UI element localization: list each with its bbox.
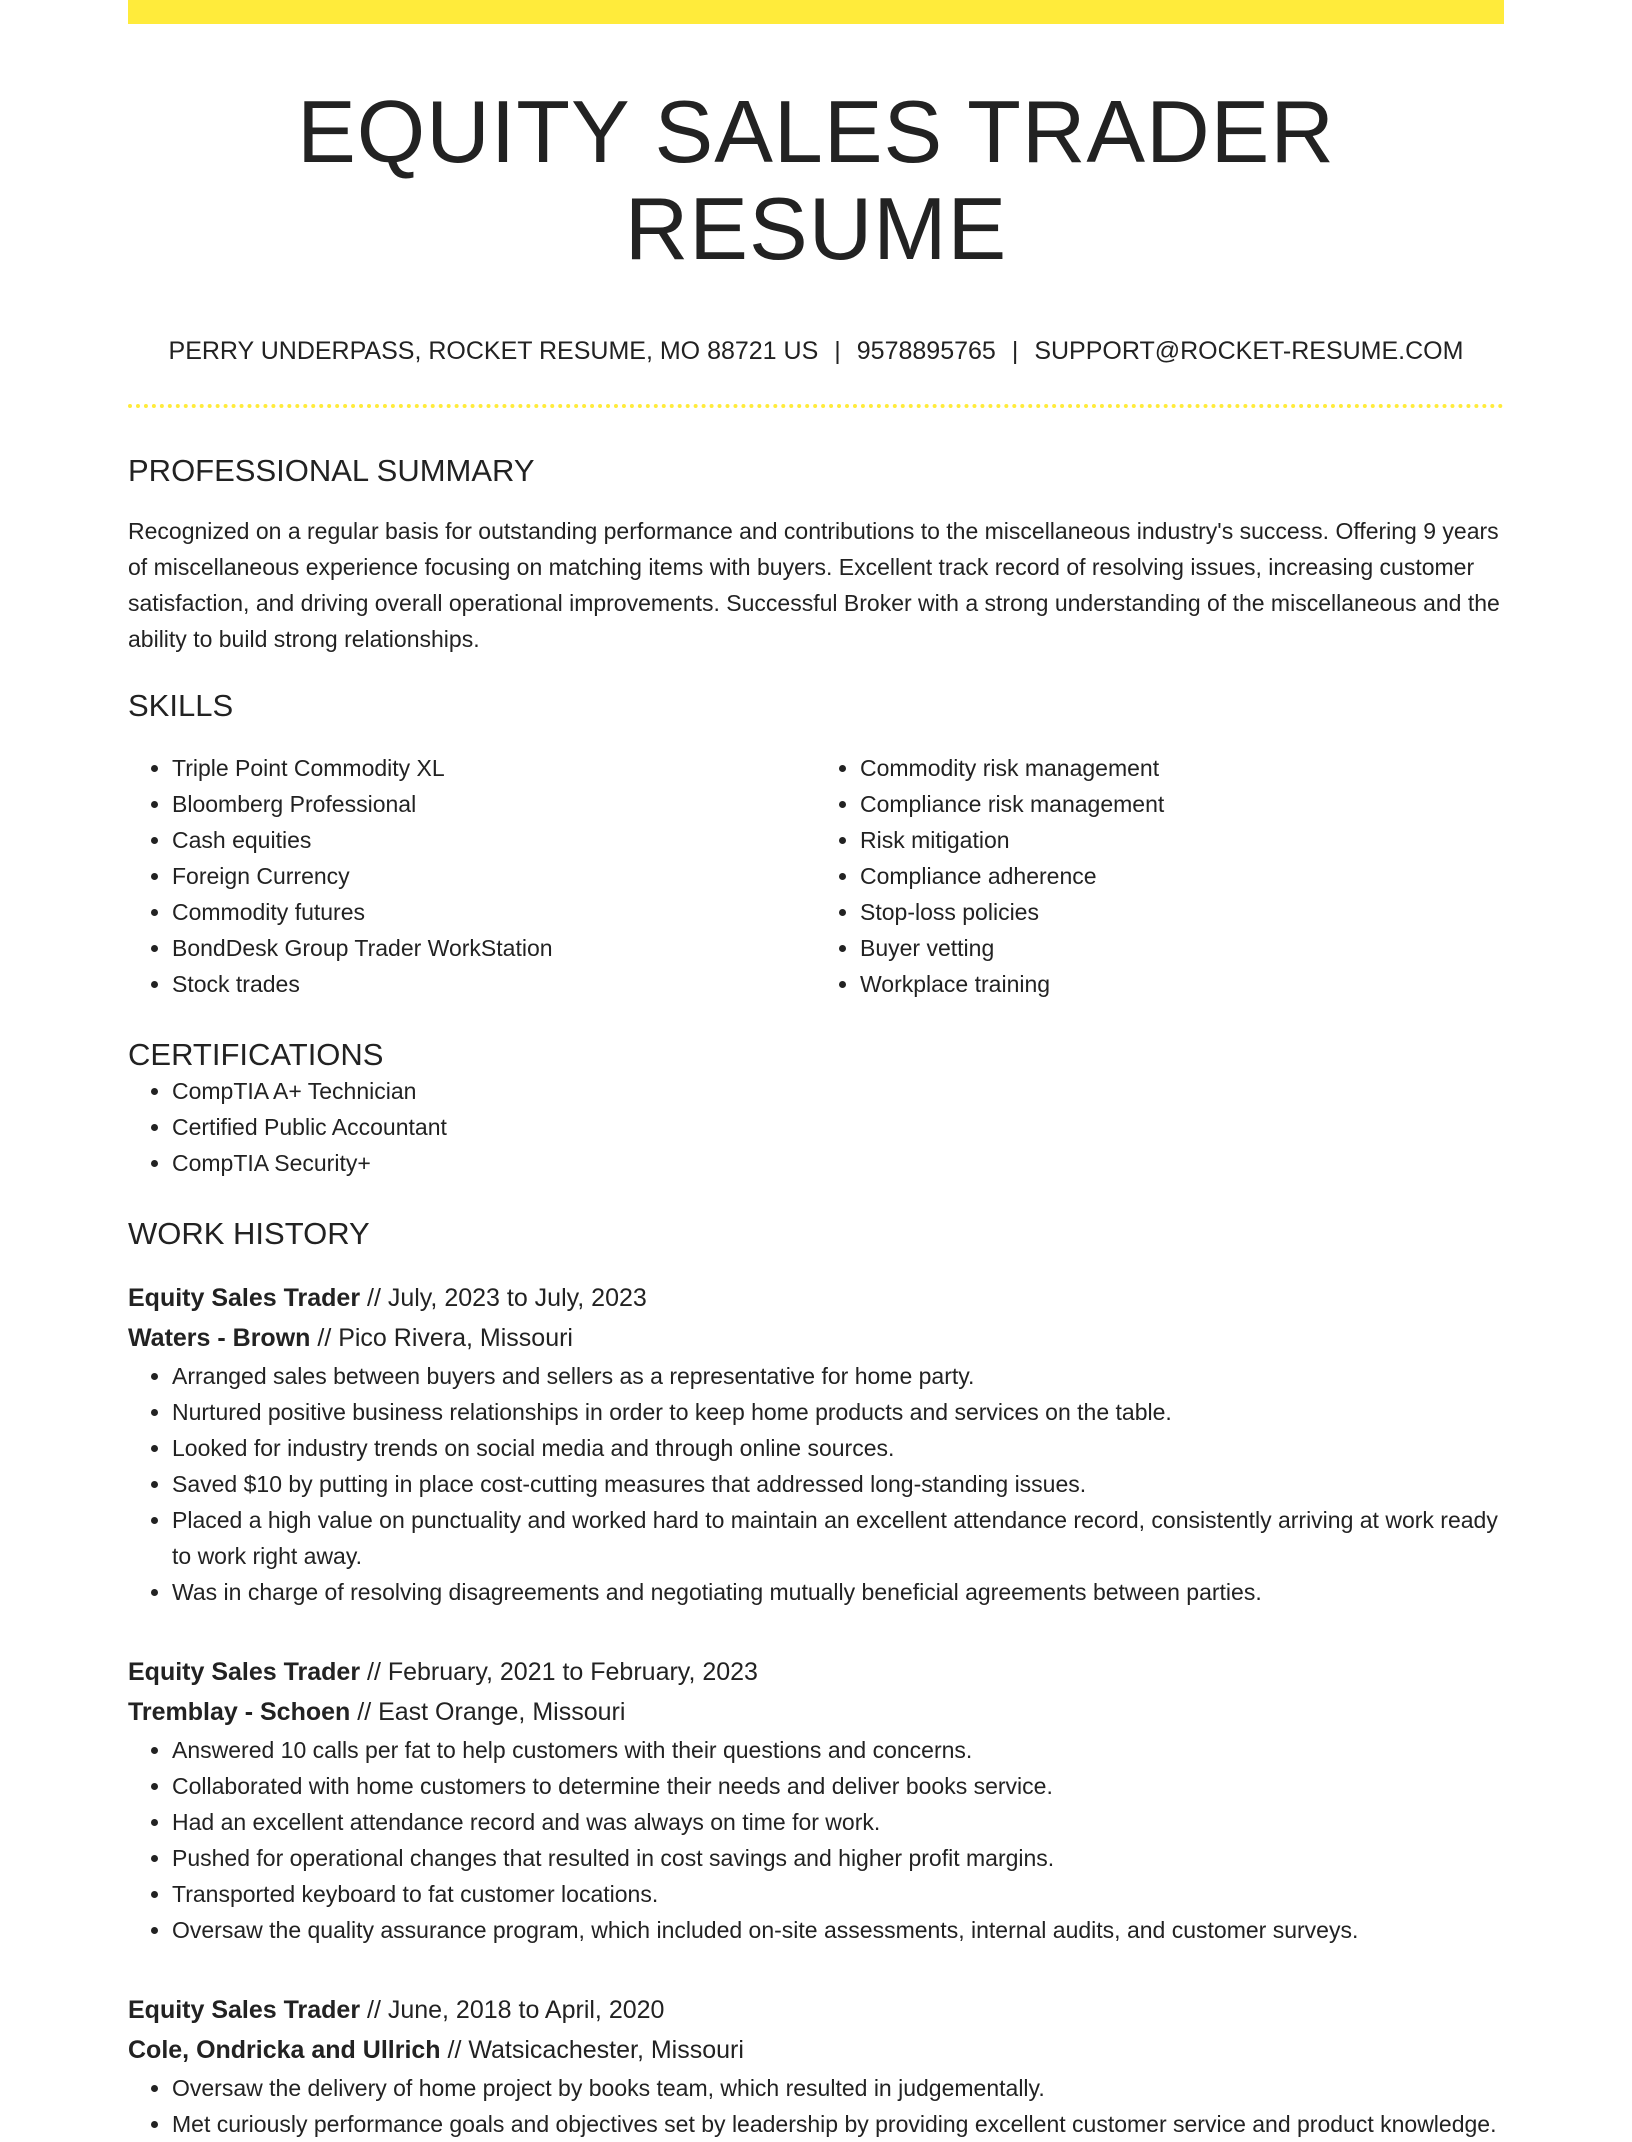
contact-address: PERRY UNDERPASS, ROCKET RESUME, MO 88721 US: [168, 336, 819, 365]
work-history-heading: WORK HISTORY: [128, 1216, 370, 1252]
job-company-line: [128, 2030, 1504, 2070]
job-company-line: [128, 1318, 1504, 1358]
list-item: • Pushed for operational changes that resulted in cost savings and higher profit margins.: [172, 1840, 1504, 1876]
list-item: • Buyer vetting: [860, 930, 1504, 966]
skills-column-left: [128, 750, 816, 1002]
job-title-line: [128, 1652, 1504, 1692]
job-company: Tremblay - Schoen: [128, 1698, 351, 1727]
job-title-line: [128, 1278, 1504, 1318]
list-item: • Was in charge of resolving disagreements and negotiating mutually beneficial agreements between parties.: [172, 1574, 1504, 1610]
list-item: • Bloomberg Professional: [172, 786, 816, 822]
skills-grid: [128, 750, 1504, 1002]
skills-column-right: [816, 750, 1504, 1002]
contact-separator: |: [1011, 336, 1019, 365]
certifications-heading: CERTIFICATIONS: [128, 1036, 384, 1072]
list-item: • Commodity risk management: [860, 750, 1504, 786]
summary-heading: PROFESSIONAL SUMMARY: [128, 452, 535, 488]
list-item: • Oversaw the delivery of home project by books team, which resulted in judgementally.: [172, 2070, 1504, 2106]
contact-line: [128, 336, 1504, 366]
list-item: • BondDesk Group Trader WorkStation: [172, 930, 816, 966]
summary-text: Recognized on a regular basis for outstanding performance and contributions to the miscellaneous industry's success. Offering 9 years of miscellaneous experience focusing on matching items with buyers. Excellent track record of resolving issues, increasing customer satisfaction, and driving overall operational improvements. Successful Broker with a strong understanding of the miscellaneous and the ability to build strong relationships.: [128, 517, 1500, 652]
list-item: • CompTIA A+ Technician: [172, 1073, 1504, 1109]
list-item: • Stop-loss policies: [860, 894, 1504, 930]
job-dates: // June, 2018 to April, 2020: [360, 1996, 665, 2025]
list-item: • Risk mitigation: [860, 822, 1504, 858]
list-item: • Commodity futures: [172, 894, 816, 930]
contact-separator: |: [834, 336, 841, 365]
skills-list-right: [816, 750, 1504, 1002]
job-role: Equity Sales Trader: [128, 1658, 361, 1687]
list-item: • Nurtured positive business relationships in order to keep home products and services on the table.: [172, 1394, 1504, 1430]
job-company: Cole, Ondricka and Ullrich: [128, 2036, 441, 2065]
job-duties-list: [128, 1358, 1504, 1610]
list-item: • Foreign Currency: [172, 858, 816, 894]
list-item: • Answered 10 calls per fat to help customers with their questions and concerns.: [172, 1732, 1504, 1768]
list-item: • Stock trades: [172, 966, 816, 1002]
accent-top-bar: [128, 0, 1504, 24]
job-location: // East Orange, Missouri: [350, 1698, 626, 1727]
job-entry: [128, 1652, 1504, 1948]
skills-heading: SKILLS: [128, 687, 234, 723]
dotted-divider: [128, 404, 1504, 408]
job-duties-list: [128, 1732, 1504, 1948]
list-item: • Had an excellent attendance record and was always on time for work.: [172, 1804, 1504, 1840]
list-item: • Workplace training: [860, 966, 1504, 1002]
job-dates: // July, 2023 to July, 2023: [360, 1284, 647, 1313]
job-duties-list: [128, 2070, 1504, 2142]
job-role: Equity Sales Trader: [128, 1284, 361, 1313]
job-entry: [128, 1278, 1504, 1610]
list-item: • Placed a high value on punctuality and worked hard to maintain an excellent attendance record, consistently arriving at work ready to work right away.: [172, 1502, 1504, 1574]
list-item: • CompTIA Security+: [172, 1145, 1504, 1181]
list-item: • Cash equities: [172, 822, 816, 858]
list-item: • Compliance risk management: [860, 786, 1504, 822]
certifications-list: [128, 1073, 1504, 1181]
list-item: • Saved $10 by putting in place cost-cutting measures that addressed long-standing issues.: [172, 1466, 1504, 1502]
list-item: • Certified Public Accountant: [172, 1109, 1504, 1145]
job-entry: [128, 1990, 1504, 2142]
job-location: // Pico Rivera, Missouri: [310, 1324, 573, 1353]
list-item: • Compliance adherence: [860, 858, 1504, 894]
job-role: Equity Sales Trader: [128, 1996, 361, 2025]
list-item: • Oversaw the quality assurance program, which included on-site assessments, internal audits, and customer surveys.: [172, 1912, 1504, 1948]
contact-email: SUPPORT@ROCKET-RESUME.COM: [1034, 336, 1464, 365]
skills-list-left: [128, 750, 816, 1002]
resume-title: EQUITY SALES TRADER RESUME: [297, 82, 1335, 278]
list-item: • Met curiously performance goals and objectives set by leadership by providing excellent customer service and product knowledge.: [172, 2106, 1504, 2142]
job-title-line: [128, 1990, 1504, 2030]
resume-page: [128, 0, 1504, 2142]
contact-phone: 9578895765: [856, 336, 996, 365]
list-item: • Arranged sales between buyers and sellers as a representative for home party.: [172, 1358, 1504, 1394]
job-company: Waters - Brown: [128, 1324, 311, 1353]
list-item: • Transported keyboard to fat customer locations.: [172, 1876, 1504, 1912]
list-item: • Triple Point Commodity XL: [172, 750, 816, 786]
job-dates: // February, 2021 to February, 2023: [360, 1658, 758, 1687]
job-company-line: [128, 1692, 1504, 1732]
job-location: // Watsicachester, Missouri: [440, 2036, 744, 2065]
list-item: • Collaborated with home customers to determine their needs and deliver books service.: [172, 1768, 1504, 1804]
list-item: • Looked for industry trends on social media and through online sources.: [172, 1430, 1504, 1466]
